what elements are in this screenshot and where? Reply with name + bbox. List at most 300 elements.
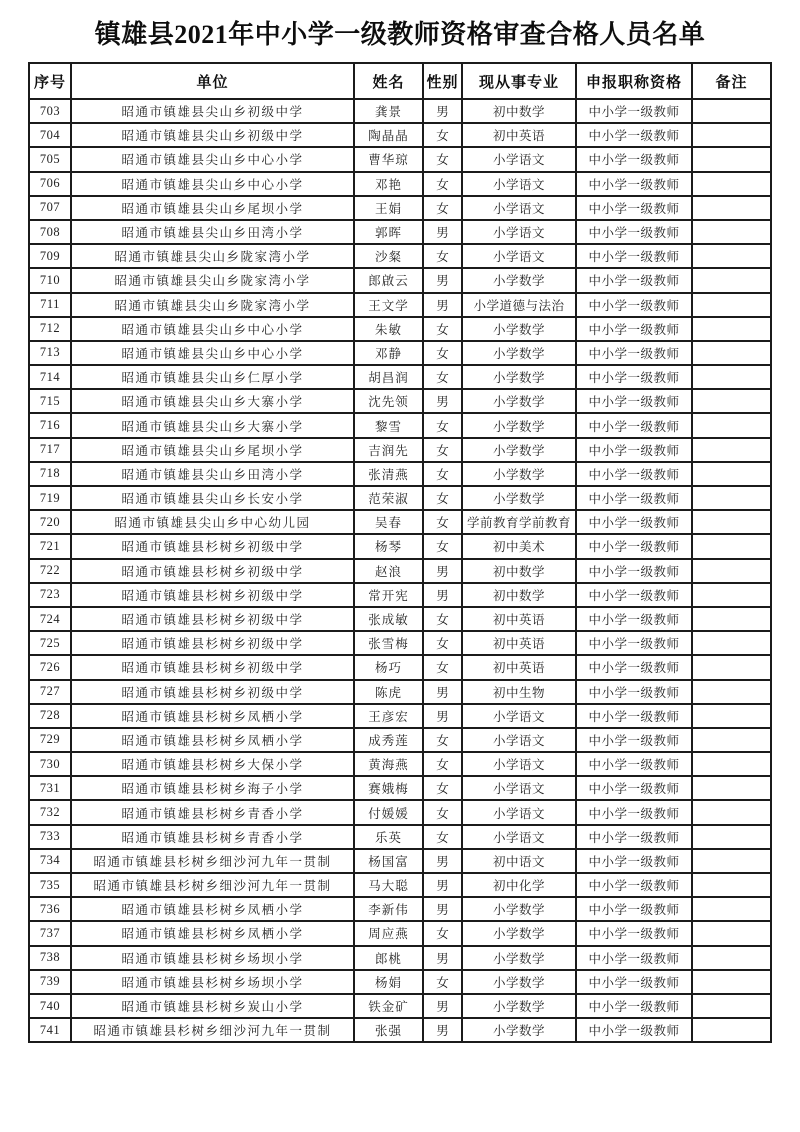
cell-title: 中小学一级教师 bbox=[576, 631, 692, 655]
cell-unit: 昭通市镇雄县尖山乡中心幼儿园 bbox=[71, 510, 354, 534]
table-row bbox=[29, 196, 771, 220]
cell-major: 小学数学 bbox=[462, 946, 576, 970]
cell-unit: 昭通市镇雄县尖山乡大寨小学 bbox=[71, 389, 354, 413]
cell-gender: 女 bbox=[423, 413, 462, 437]
cell-no: 723 bbox=[29, 583, 71, 607]
cell-unit: 昭通市镇雄县尖山乡中心小学 bbox=[71, 172, 354, 196]
cell-remark bbox=[692, 607, 771, 631]
table-row bbox=[29, 583, 771, 607]
cell-no: 708 bbox=[29, 220, 71, 244]
cell-gender: 男 bbox=[423, 559, 462, 583]
cell-gender: 男 bbox=[423, 946, 462, 970]
table-row bbox=[29, 389, 771, 413]
cell-title: 中小学一级教师 bbox=[576, 510, 692, 534]
cell-major: 小学数学 bbox=[462, 341, 576, 365]
cell-major: 小学语文 bbox=[462, 776, 576, 800]
cell-major: 小学道德与法治 bbox=[462, 293, 576, 317]
table-row bbox=[29, 873, 771, 897]
cell-unit: 昭通市镇雄县尖山乡中心小学 bbox=[71, 147, 354, 171]
cell-name: 沙粲 bbox=[354, 244, 423, 268]
cell-remark bbox=[692, 268, 771, 292]
cell-name: 张雪梅 bbox=[354, 631, 423, 655]
cell-unit: 昭通市镇雄县杉树乡炭山小学 bbox=[71, 994, 354, 1018]
column-header-title: 申报职称资格 bbox=[576, 63, 692, 99]
cell-major: 小学数学 bbox=[462, 921, 576, 945]
cell-title: 中小学一级教师 bbox=[576, 172, 692, 196]
table-row bbox=[29, 268, 771, 292]
cell-no: 731 bbox=[29, 776, 71, 800]
table-row bbox=[29, 462, 771, 486]
cell-title: 中小学一级教师 bbox=[576, 413, 692, 437]
cell-name: 成秀莲 bbox=[354, 728, 423, 752]
table-row bbox=[29, 413, 771, 437]
table-row bbox=[29, 1018, 771, 1042]
cell-remark bbox=[692, 486, 771, 510]
cell-unit: 昭通市镇雄县杉树乡初级中学 bbox=[71, 631, 354, 655]
cell-no: 741 bbox=[29, 1018, 71, 1042]
cell-title: 中小学一级教师 bbox=[576, 1018, 692, 1042]
table-row bbox=[29, 293, 771, 317]
cell-name: 李新伟 bbox=[354, 897, 423, 921]
cell-unit: 昭通市镇雄县尖山乡田湾小学 bbox=[71, 462, 354, 486]
table-row bbox=[29, 849, 771, 873]
cell-unit: 昭通市镇雄县杉树乡初级中学 bbox=[71, 583, 354, 607]
cell-no: 703 bbox=[29, 99, 71, 123]
cell-no: 736 bbox=[29, 897, 71, 921]
cell-remark bbox=[692, 655, 771, 679]
cell-remark bbox=[692, 196, 771, 220]
cell-remark bbox=[692, 583, 771, 607]
cell-unit: 昭通市镇雄县杉树乡青香小学 bbox=[71, 800, 354, 824]
cell-remark bbox=[692, 559, 771, 583]
cell-major: 初中语文 bbox=[462, 849, 576, 873]
cell-gender: 男 bbox=[423, 873, 462, 897]
table-row bbox=[29, 341, 771, 365]
cell-title: 中小学一级教师 bbox=[576, 389, 692, 413]
cell-unit: 昭通市镇雄县杉树乡海子小学 bbox=[71, 776, 354, 800]
cell-major: 初中英语 bbox=[462, 655, 576, 679]
cell-gender: 女 bbox=[423, 462, 462, 486]
cell-name: 王文学 bbox=[354, 293, 423, 317]
cell-no: 732 bbox=[29, 800, 71, 824]
cell-title: 中小学一级教师 bbox=[576, 800, 692, 824]
cell-no: 707 bbox=[29, 196, 71, 220]
cell-major: 小学数学 bbox=[462, 365, 576, 389]
cell-major: 小学数学 bbox=[462, 317, 576, 341]
cell-remark bbox=[692, 970, 771, 994]
cell-major: 学前教育学前教育 bbox=[462, 510, 576, 534]
cell-remark bbox=[692, 220, 771, 244]
table-row bbox=[29, 776, 771, 800]
cell-no: 713 bbox=[29, 341, 71, 365]
cell-gender: 男 bbox=[423, 680, 462, 704]
cell-name: 王彦宏 bbox=[354, 704, 423, 728]
column-header-remark: 备注 bbox=[692, 63, 771, 99]
cell-remark bbox=[692, 921, 771, 945]
cell-no: 715 bbox=[29, 389, 71, 413]
cell-no: 719 bbox=[29, 486, 71, 510]
cell-gender: 男 bbox=[423, 994, 462, 1018]
cell-major: 小学数学 bbox=[462, 462, 576, 486]
column-header-name: 姓名 bbox=[354, 63, 423, 99]
cell-name: 王娟 bbox=[354, 196, 423, 220]
cell-unit: 昭通市镇雄县杉树乡凤栖小学 bbox=[71, 728, 354, 752]
cell-unit: 昭通市镇雄县尖山乡陇家湾小学 bbox=[71, 268, 354, 292]
table-row bbox=[29, 317, 771, 341]
table-row bbox=[29, 897, 771, 921]
cell-name: 吴春 bbox=[354, 510, 423, 534]
table-row bbox=[29, 752, 771, 776]
qualified-personnel-table bbox=[28, 62, 772, 1043]
cell-title: 中小学一级教师 bbox=[576, 607, 692, 631]
cell-unit: 昭通市镇雄县杉树乡场坝小学 bbox=[71, 946, 354, 970]
cell-title: 中小学一级教师 bbox=[576, 486, 692, 510]
cell-remark bbox=[692, 946, 771, 970]
column-header-no: 序号 bbox=[29, 63, 71, 99]
cell-no: 704 bbox=[29, 123, 71, 147]
cell-major: 初中化学 bbox=[462, 873, 576, 897]
cell-major: 小学数学 bbox=[462, 268, 576, 292]
cell-major: 小学语文 bbox=[462, 728, 576, 752]
cell-title: 中小学一级教师 bbox=[576, 704, 692, 728]
cell-unit: 昭通市镇雄县杉树乡细沙河九年一贯制 bbox=[71, 849, 354, 873]
table-row bbox=[29, 655, 771, 679]
cell-gender: 女 bbox=[423, 776, 462, 800]
cell-no: 727 bbox=[29, 680, 71, 704]
cell-name: 杨巧 bbox=[354, 655, 423, 679]
table-row bbox=[29, 704, 771, 728]
cell-unit: 昭通市镇雄县杉树乡初级中学 bbox=[71, 680, 354, 704]
cell-title: 中小学一级教师 bbox=[576, 244, 692, 268]
cell-title: 中小学一级教师 bbox=[576, 946, 692, 970]
cell-gender: 女 bbox=[423, 486, 462, 510]
table-row bbox=[29, 728, 771, 752]
cell-unit: 昭通市镇雄县尖山乡初级中学 bbox=[71, 123, 354, 147]
cell-name: 张强 bbox=[354, 1018, 423, 1042]
cell-major: 小学数学 bbox=[462, 438, 576, 462]
cell-name: 乐英 bbox=[354, 825, 423, 849]
cell-name: 曹华琼 bbox=[354, 147, 423, 171]
cell-name: 沈先领 bbox=[354, 389, 423, 413]
cell-title: 中小学一级教师 bbox=[576, 99, 692, 123]
cell-unit: 昭通市镇雄县尖山乡中心小学 bbox=[71, 317, 354, 341]
cell-title: 中小学一级教师 bbox=[576, 752, 692, 776]
cell-title: 中小学一级教师 bbox=[576, 994, 692, 1018]
cell-gender: 男 bbox=[423, 268, 462, 292]
cell-gender: 男 bbox=[423, 704, 462, 728]
cell-unit: 昭通市镇雄县尖山乡田湾小学 bbox=[71, 220, 354, 244]
column-header-unit: 单位 bbox=[71, 63, 354, 99]
cell-gender: 女 bbox=[423, 123, 462, 147]
cell-unit: 昭通市镇雄县尖山乡中心小学 bbox=[71, 341, 354, 365]
cell-major: 小学语文 bbox=[462, 244, 576, 268]
cell-remark bbox=[692, 994, 771, 1018]
cell-unit: 昭通市镇雄县杉树乡凤栖小学 bbox=[71, 897, 354, 921]
cell-unit: 昭通市镇雄县杉树乡大保小学 bbox=[71, 752, 354, 776]
cell-no: 718 bbox=[29, 462, 71, 486]
cell-name: 范荣淑 bbox=[354, 486, 423, 510]
cell-title: 中小学一级教师 bbox=[576, 680, 692, 704]
cell-gender: 女 bbox=[423, 147, 462, 171]
cell-gender: 男 bbox=[423, 220, 462, 244]
cell-title: 中小学一级教师 bbox=[576, 583, 692, 607]
cell-remark bbox=[692, 462, 771, 486]
cell-remark bbox=[692, 776, 771, 800]
table-row bbox=[29, 510, 771, 534]
cell-remark bbox=[692, 1018, 771, 1042]
cell-name: 龚景 bbox=[354, 99, 423, 123]
cell-gender: 男 bbox=[423, 849, 462, 873]
cell-name: 郭晖 bbox=[354, 220, 423, 244]
cell-title: 中小学一级教师 bbox=[576, 147, 692, 171]
table-row bbox=[29, 99, 771, 123]
cell-no: 721 bbox=[29, 534, 71, 558]
cell-remark bbox=[692, 123, 771, 147]
cell-gender: 男 bbox=[423, 583, 462, 607]
cell-major: 小学数学 bbox=[462, 1018, 576, 1042]
cell-unit: 昭通市镇雄县尖山乡仁厚小学 bbox=[71, 365, 354, 389]
cell-name: 黎雪 bbox=[354, 413, 423, 437]
cell-no: 730 bbox=[29, 752, 71, 776]
cell-unit: 昭通市镇雄县杉树乡初级中学 bbox=[71, 534, 354, 558]
cell-no: 724 bbox=[29, 607, 71, 631]
cell-major: 初中英语 bbox=[462, 607, 576, 631]
table-row bbox=[29, 123, 771, 147]
cell-title: 中小学一级教师 bbox=[576, 970, 692, 994]
cell-name: 陈虎 bbox=[354, 680, 423, 704]
cell-remark bbox=[692, 704, 771, 728]
cell-unit: 昭通市镇雄县尖山乡尾坝小学 bbox=[71, 196, 354, 220]
cell-major: 小学语文 bbox=[462, 800, 576, 824]
cell-unit: 昭通市镇雄县尖山乡尾坝小学 bbox=[71, 438, 354, 462]
cell-major: 小学语文 bbox=[462, 172, 576, 196]
cell-unit: 昭通市镇雄县杉树乡初级中学 bbox=[71, 655, 354, 679]
cell-name: 张清燕 bbox=[354, 462, 423, 486]
cell-title: 中小学一级教师 bbox=[576, 849, 692, 873]
cell-title: 中小学一级教师 bbox=[576, 559, 692, 583]
cell-remark bbox=[692, 534, 771, 558]
cell-gender: 女 bbox=[423, 438, 462, 462]
cell-name: 黄海燕 bbox=[354, 752, 423, 776]
cell-title: 中小学一级教师 bbox=[576, 196, 692, 220]
cell-major: 小学语文 bbox=[462, 704, 576, 728]
cell-no: 733 bbox=[29, 825, 71, 849]
cell-major: 初中英语 bbox=[462, 123, 576, 147]
cell-name: 赵浪 bbox=[354, 559, 423, 583]
cell-no: 709 bbox=[29, 244, 71, 268]
cell-name: 邓静 bbox=[354, 341, 423, 365]
cell-title: 中小学一级教师 bbox=[576, 317, 692, 341]
cell-name: 杨琴 bbox=[354, 534, 423, 558]
cell-gender: 女 bbox=[423, 244, 462, 268]
cell-title: 中小学一级教师 bbox=[576, 123, 692, 147]
column-header-major: 现从事专业 bbox=[462, 63, 576, 99]
cell-name: 周应燕 bbox=[354, 921, 423, 945]
cell-gender: 男 bbox=[423, 389, 462, 413]
cell-major: 初中数学 bbox=[462, 559, 576, 583]
cell-title: 中小学一级教师 bbox=[576, 825, 692, 849]
cell-remark bbox=[692, 413, 771, 437]
cell-name: 朱敏 bbox=[354, 317, 423, 341]
cell-major: 初中数学 bbox=[462, 583, 576, 607]
cell-no: 710 bbox=[29, 268, 71, 292]
table-row bbox=[29, 631, 771, 655]
cell-no: 716 bbox=[29, 413, 71, 437]
cell-gender: 女 bbox=[423, 510, 462, 534]
cell-major: 小学数学 bbox=[462, 994, 576, 1018]
cell-remark bbox=[692, 510, 771, 534]
cell-gender: 女 bbox=[423, 825, 462, 849]
cell-name: 邓艳 bbox=[354, 172, 423, 196]
cell-no: 734 bbox=[29, 849, 71, 873]
cell-gender: 女 bbox=[423, 728, 462, 752]
cell-gender: 女 bbox=[423, 752, 462, 776]
cell-title: 中小学一级教师 bbox=[576, 293, 692, 317]
cell-major: 小学语文 bbox=[462, 825, 576, 849]
cell-no: 739 bbox=[29, 970, 71, 994]
cell-title: 中小学一级教师 bbox=[576, 776, 692, 800]
cell-major: 初中英语 bbox=[462, 631, 576, 655]
cell-title: 中小学一级教师 bbox=[576, 655, 692, 679]
cell-remark bbox=[692, 147, 771, 171]
cell-unit: 昭通市镇雄县杉树乡初级中学 bbox=[71, 607, 354, 631]
cell-name: 铁金矿 bbox=[354, 994, 423, 1018]
cell-unit: 昭通市镇雄县尖山乡陇家湾小学 bbox=[71, 293, 354, 317]
cell-unit: 昭通市镇雄县尖山乡大寨小学 bbox=[71, 413, 354, 437]
cell-major: 小学语文 bbox=[462, 147, 576, 171]
cell-name: 胡昌润 bbox=[354, 365, 423, 389]
cell-unit: 昭通市镇雄县杉树乡场坝小学 bbox=[71, 970, 354, 994]
cell-major: 初中生物 bbox=[462, 680, 576, 704]
cell-unit: 昭通市镇雄县尖山乡长安小学 bbox=[71, 486, 354, 510]
cell-remark bbox=[692, 317, 771, 341]
cell-name: 杨国富 bbox=[354, 849, 423, 873]
cell-major: 小学语文 bbox=[462, 220, 576, 244]
cell-remark bbox=[692, 680, 771, 704]
cell-gender: 女 bbox=[423, 970, 462, 994]
cell-unit: 昭通市镇雄县杉树乡青香小学 bbox=[71, 825, 354, 849]
cell-remark bbox=[692, 389, 771, 413]
table-row bbox=[29, 244, 771, 268]
cell-name: 赛娥梅 bbox=[354, 776, 423, 800]
cell-major: 初中数学 bbox=[462, 99, 576, 123]
cell-gender: 女 bbox=[423, 341, 462, 365]
cell-title: 中小学一级教师 bbox=[576, 438, 692, 462]
cell-unit: 昭通市镇雄县杉树乡细沙河九年一贯制 bbox=[71, 1018, 354, 1042]
cell-gender: 女 bbox=[423, 172, 462, 196]
table-row bbox=[29, 607, 771, 631]
cell-gender: 男 bbox=[423, 897, 462, 921]
cell-major: 小学语文 bbox=[462, 752, 576, 776]
table-row bbox=[29, 534, 771, 558]
cell-remark bbox=[692, 800, 771, 824]
cell-name: 常开宪 bbox=[354, 583, 423, 607]
cell-no: 714 bbox=[29, 365, 71, 389]
cell-title: 中小学一级教师 bbox=[576, 220, 692, 244]
cell-unit: 昭通市镇雄县杉树乡初级中学 bbox=[71, 559, 354, 583]
cell-no: 737 bbox=[29, 921, 71, 945]
table-body bbox=[29, 99, 771, 1042]
cell-remark bbox=[692, 631, 771, 655]
cell-no: 705 bbox=[29, 147, 71, 171]
cell-gender: 女 bbox=[423, 534, 462, 558]
cell-no: 706 bbox=[29, 172, 71, 196]
cell-name: 张成敏 bbox=[354, 607, 423, 631]
table-row bbox=[29, 172, 771, 196]
cell-name: 杨娟 bbox=[354, 970, 423, 994]
cell-major: 小学数学 bbox=[462, 486, 576, 510]
cell-title: 中小学一级教师 bbox=[576, 341, 692, 365]
cell-name: 陶晶晶 bbox=[354, 123, 423, 147]
cell-title: 中小学一级教师 bbox=[576, 873, 692, 897]
cell-remark bbox=[692, 365, 771, 389]
cell-gender: 女 bbox=[423, 196, 462, 220]
cell-title: 中小学一级教师 bbox=[576, 534, 692, 558]
cell-no: 722 bbox=[29, 559, 71, 583]
cell-no: 729 bbox=[29, 728, 71, 752]
cell-no: 726 bbox=[29, 655, 71, 679]
cell-unit: 昭通市镇雄县杉树乡凤栖小学 bbox=[71, 921, 354, 945]
cell-name: 郎桃 bbox=[354, 946, 423, 970]
cell-title: 中小学一级教师 bbox=[576, 897, 692, 921]
cell-remark bbox=[692, 244, 771, 268]
table-row bbox=[29, 438, 771, 462]
cell-no: 725 bbox=[29, 631, 71, 655]
cell-remark bbox=[692, 728, 771, 752]
cell-no: 711 bbox=[29, 293, 71, 317]
cell-title: 中小学一级教师 bbox=[576, 921, 692, 945]
cell-no: 712 bbox=[29, 317, 71, 341]
table-row bbox=[29, 680, 771, 704]
cell-major: 小学数学 bbox=[462, 970, 576, 994]
cell-no: 728 bbox=[29, 704, 71, 728]
table-row bbox=[29, 486, 771, 510]
page-title: 镇雄县2021年中小学一级教师资格审查合格人员名单 bbox=[94, 20, 706, 49]
cell-title: 中小学一级教师 bbox=[576, 268, 692, 292]
table-row bbox=[29, 946, 771, 970]
cell-gender: 女 bbox=[423, 800, 462, 824]
cell-gender: 女 bbox=[423, 607, 462, 631]
cell-gender: 男 bbox=[423, 99, 462, 123]
cell-no: 717 bbox=[29, 438, 71, 462]
table-row bbox=[29, 994, 771, 1018]
cell-title: 中小学一级教师 bbox=[576, 365, 692, 389]
cell-name: 马大聪 bbox=[354, 873, 423, 897]
cell-gender: 女 bbox=[423, 631, 462, 655]
table-row bbox=[29, 970, 771, 994]
cell-major: 小学数学 bbox=[462, 897, 576, 921]
cell-remark bbox=[692, 873, 771, 897]
table-row bbox=[29, 825, 771, 849]
table-row bbox=[29, 365, 771, 389]
cell-unit: 昭通市镇雄县杉树乡细沙河九年一贯制 bbox=[71, 873, 354, 897]
cell-unit: 昭通市镇雄县尖山乡初级中学 bbox=[71, 99, 354, 123]
table-row bbox=[29, 559, 771, 583]
cell-gender: 女 bbox=[423, 921, 462, 945]
cell-remark bbox=[692, 293, 771, 317]
cell-remark bbox=[692, 172, 771, 196]
cell-gender: 女 bbox=[423, 317, 462, 341]
cell-major: 小学数学 bbox=[462, 389, 576, 413]
cell-no: 738 bbox=[29, 946, 71, 970]
cell-title: 中小学一级教师 bbox=[576, 462, 692, 486]
cell-unit: 昭通市镇雄县杉树乡凤栖小学 bbox=[71, 704, 354, 728]
cell-remark bbox=[692, 99, 771, 123]
cell-unit: 昭通市镇雄县尖山乡陇家湾小学 bbox=[71, 244, 354, 268]
cell-remark bbox=[692, 825, 771, 849]
cell-gender: 女 bbox=[423, 655, 462, 679]
cell-remark bbox=[692, 849, 771, 873]
